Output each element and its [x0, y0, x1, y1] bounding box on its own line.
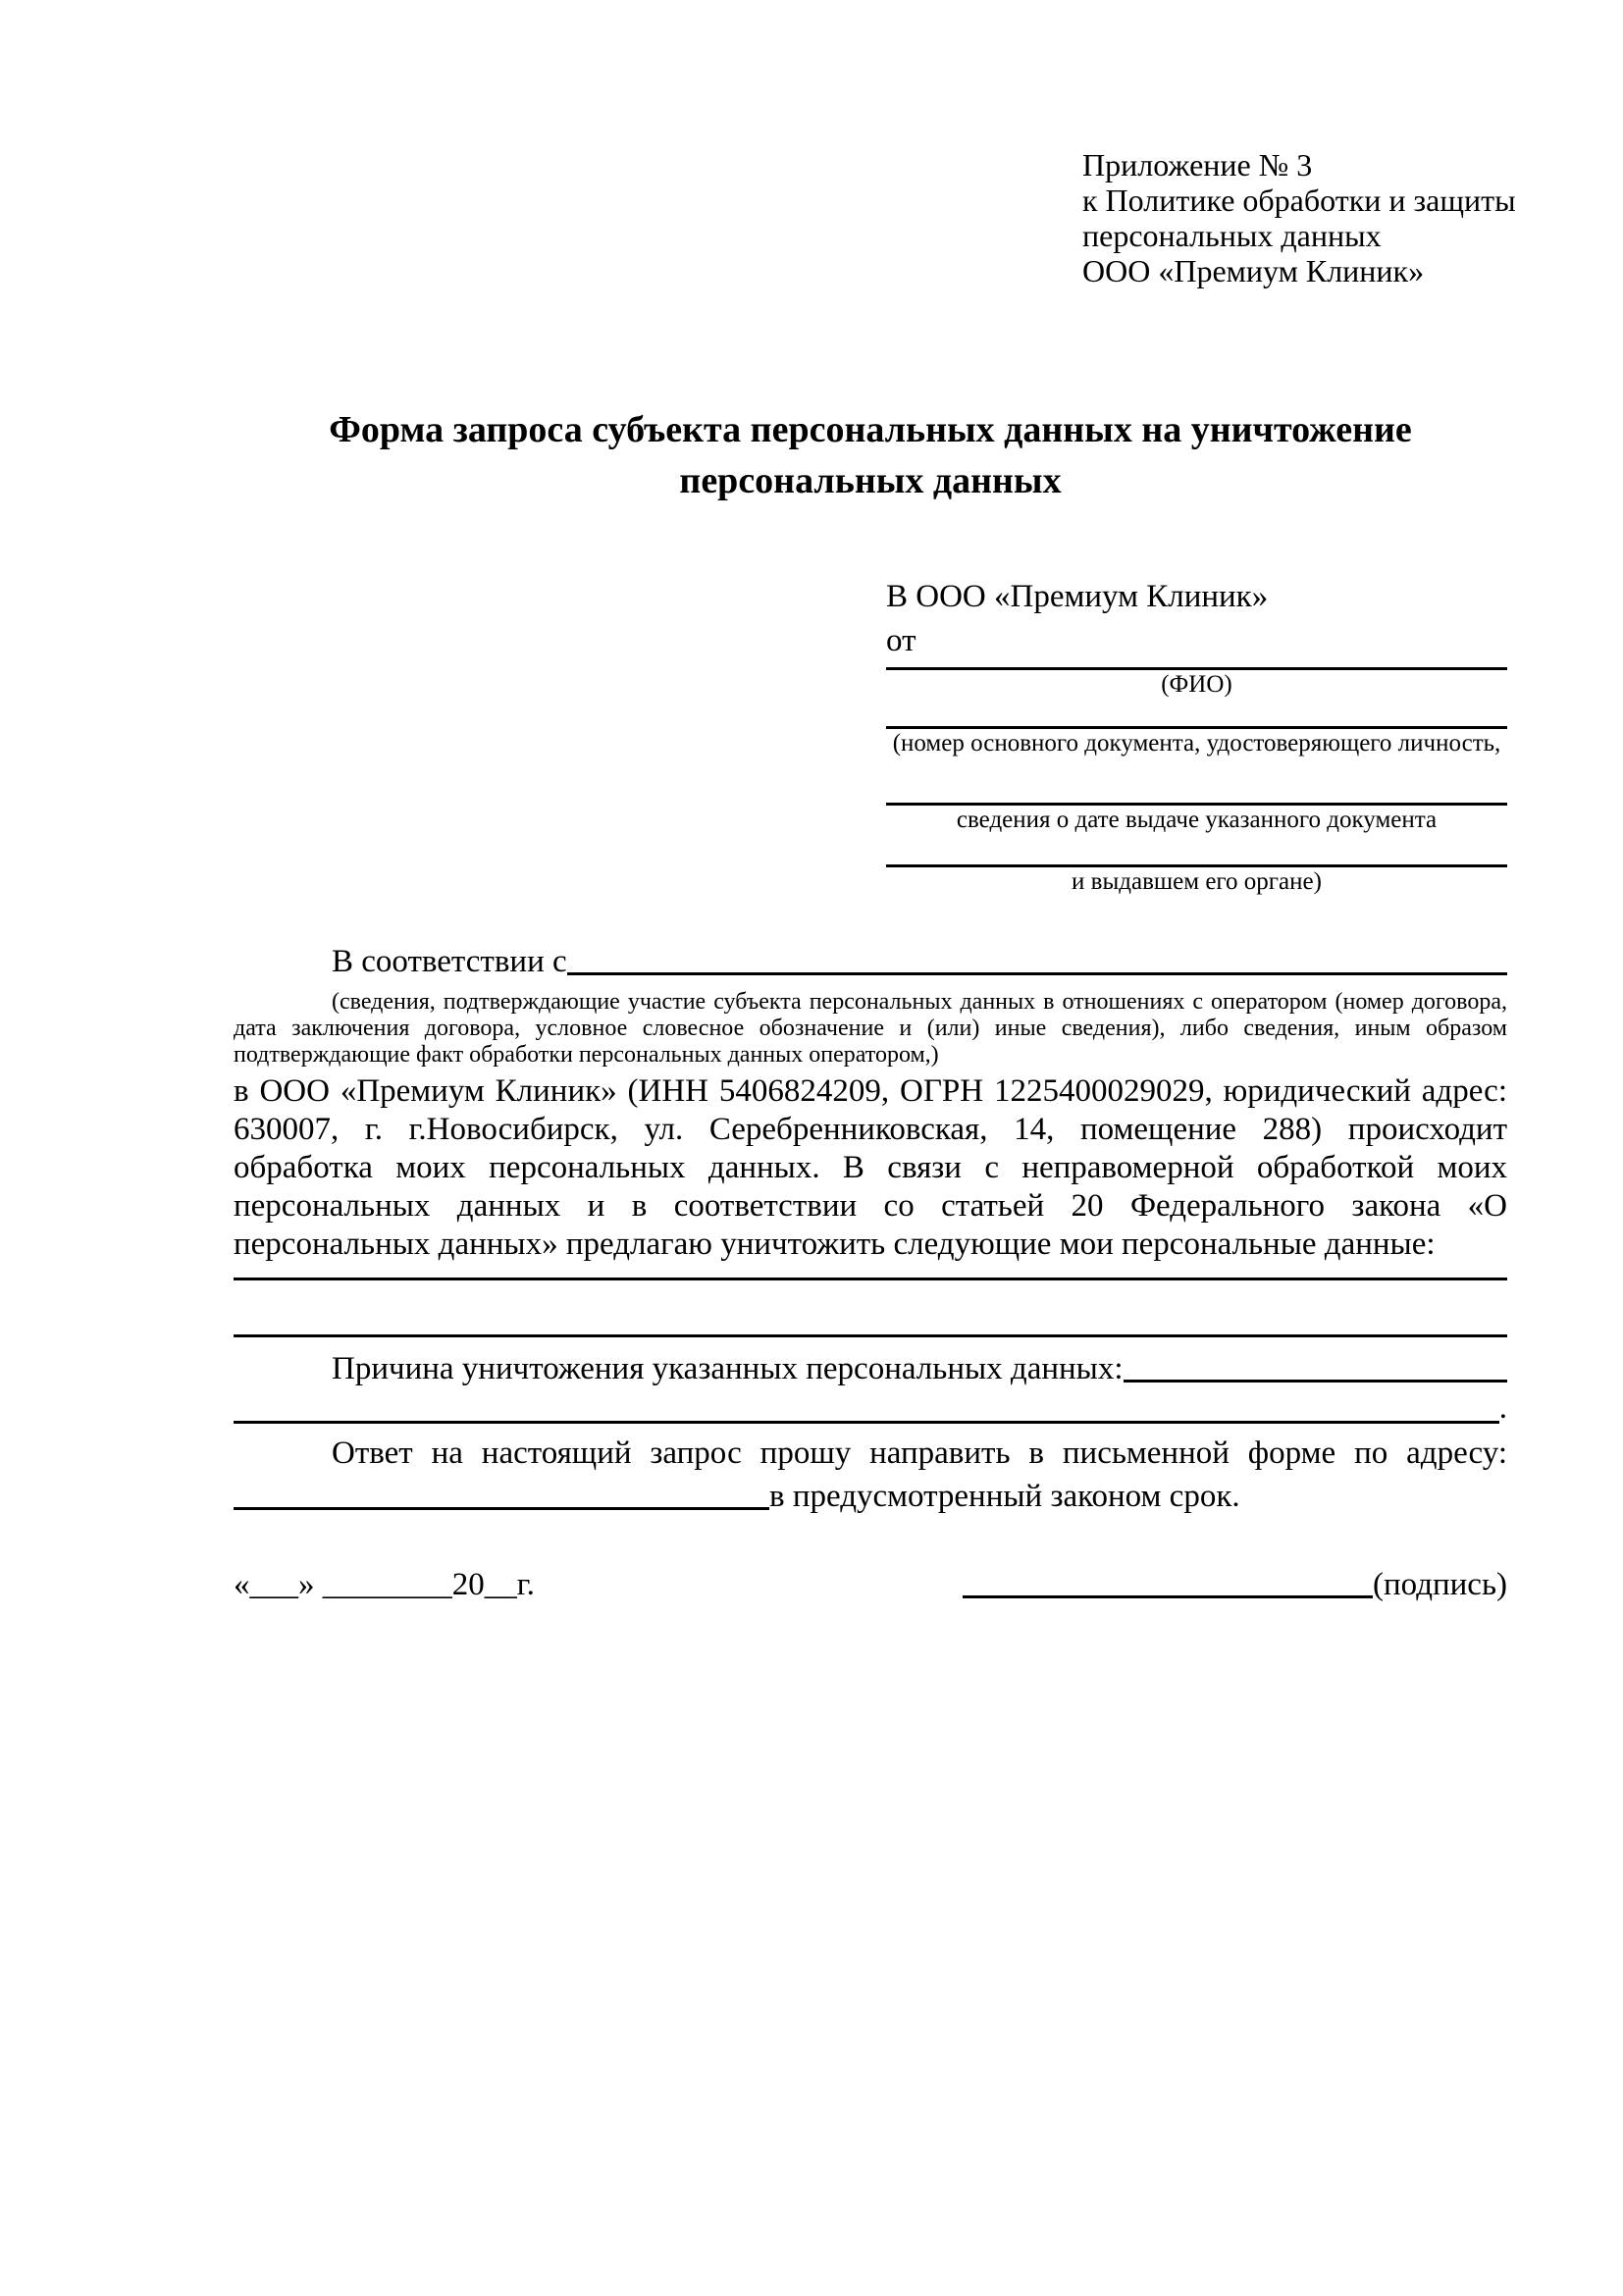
personal-data-blank-line-2	[234, 1280, 1507, 1337]
answer-paragraph: Ответ на настоящий запрос прошу направить в письменной форме по адресу:	[332, 1435, 1507, 1471]
reason-continuation-row	[234, 1388, 1507, 1428]
date-signature-row	[234, 1565, 1507, 1604]
reply-address-row	[234, 1477, 1507, 1516]
date-line: «___» ________20__г.	[234, 1567, 535, 1602]
issue-date-caption: сведения о дате выдаче указанного документа	[956, 807, 1438, 833]
reason-blank-line	[1124, 1380, 1507, 1383]
document-number-caption: (номер основного документа, удостоверяющего личность,	[892, 730, 1501, 757]
issuing-authority-caption: и выдавшем его органе)	[1072, 868, 1322, 895]
sentence-period: .	[1498, 1390, 1507, 1426]
document-title	[234, 404, 1507, 506]
issuing-authority-blank-line	[886, 835, 1507, 867]
main-paragraph: в ООО «Премиум Клиник» (ИНН 5406824209, ОГРН 1225400029029, юридический адрес: 630007, г. г.Новосибирск, ул. Серебренниковская, 14, помещение 288) происходит обработка моих персональных данных. В связи с неправомерной обработкой моих персональных данных и в соответствии со статьей 20 Федерального закона «О персональных данных» предлагаю уничтожить следующие мои персональные данные:	[234, 1073, 1507, 1262]
appendix-note-line-3: персональных данных	[1082, 218, 1382, 253]
issue-date-blank-line	[886, 758, 1507, 806]
addressee-from-label: от	[886, 623, 916, 658]
personal-data-blank-line-1	[234, 1264, 1507, 1280]
fio-blank-line	[886, 663, 1507, 670]
answer-tail-text: в предусмотренный законом срок.	[769, 1479, 1240, 1514]
accordance-row	[234, 942, 1507, 981]
reason-continuation-blank-line	[234, 1421, 1499, 1424]
appendix-note-line-2: к Политике обработки и защиты	[1082, 183, 1516, 218]
document-title-line-2: персональных данных	[679, 460, 1062, 501]
reason-row	[234, 1349, 1507, 1388]
appendix-note	[1082, 0, 1516, 288]
addressee-to: В ООО «Премиум Клиник»	[886, 579, 1269, 614]
document-title-line-1: Форма запроса субъекта персональных данных на уничтожение	[329, 409, 1412, 450]
signature-blank-line	[963, 1595, 1373, 1598]
accordance-blank-line	[567, 972, 1507, 975]
reason-label: Причина уничтожения указанных персональных данных:	[332, 1351, 1124, 1386]
addressee-block	[886, 575, 1507, 897]
appendix-note-line-1: Приложение № 3	[1082, 147, 1313, 183]
reply-address-blank-line	[234, 1507, 769, 1510]
accordance-label: В соответствии с	[332, 944, 567, 979]
signature-caption: (подпись)	[1373, 1567, 1507, 1602]
fio-caption: (ФИО)	[1161, 671, 1232, 698]
document-number-blank-line	[886, 700, 1507, 729]
accordance-footnote: (сведения, подтверждающие участие субъекта персональных данных в отношениях с оператором (номер договора, дата заключения договора, условное словесное обозначение и (или) иные сведения), либо сведения, иным образом подтверждающие факт обработки персональных данных оператором,)	[234, 989, 1507, 1068]
appendix-note-line-4: ООО «Премиум Клиник»	[1082, 253, 1425, 288]
